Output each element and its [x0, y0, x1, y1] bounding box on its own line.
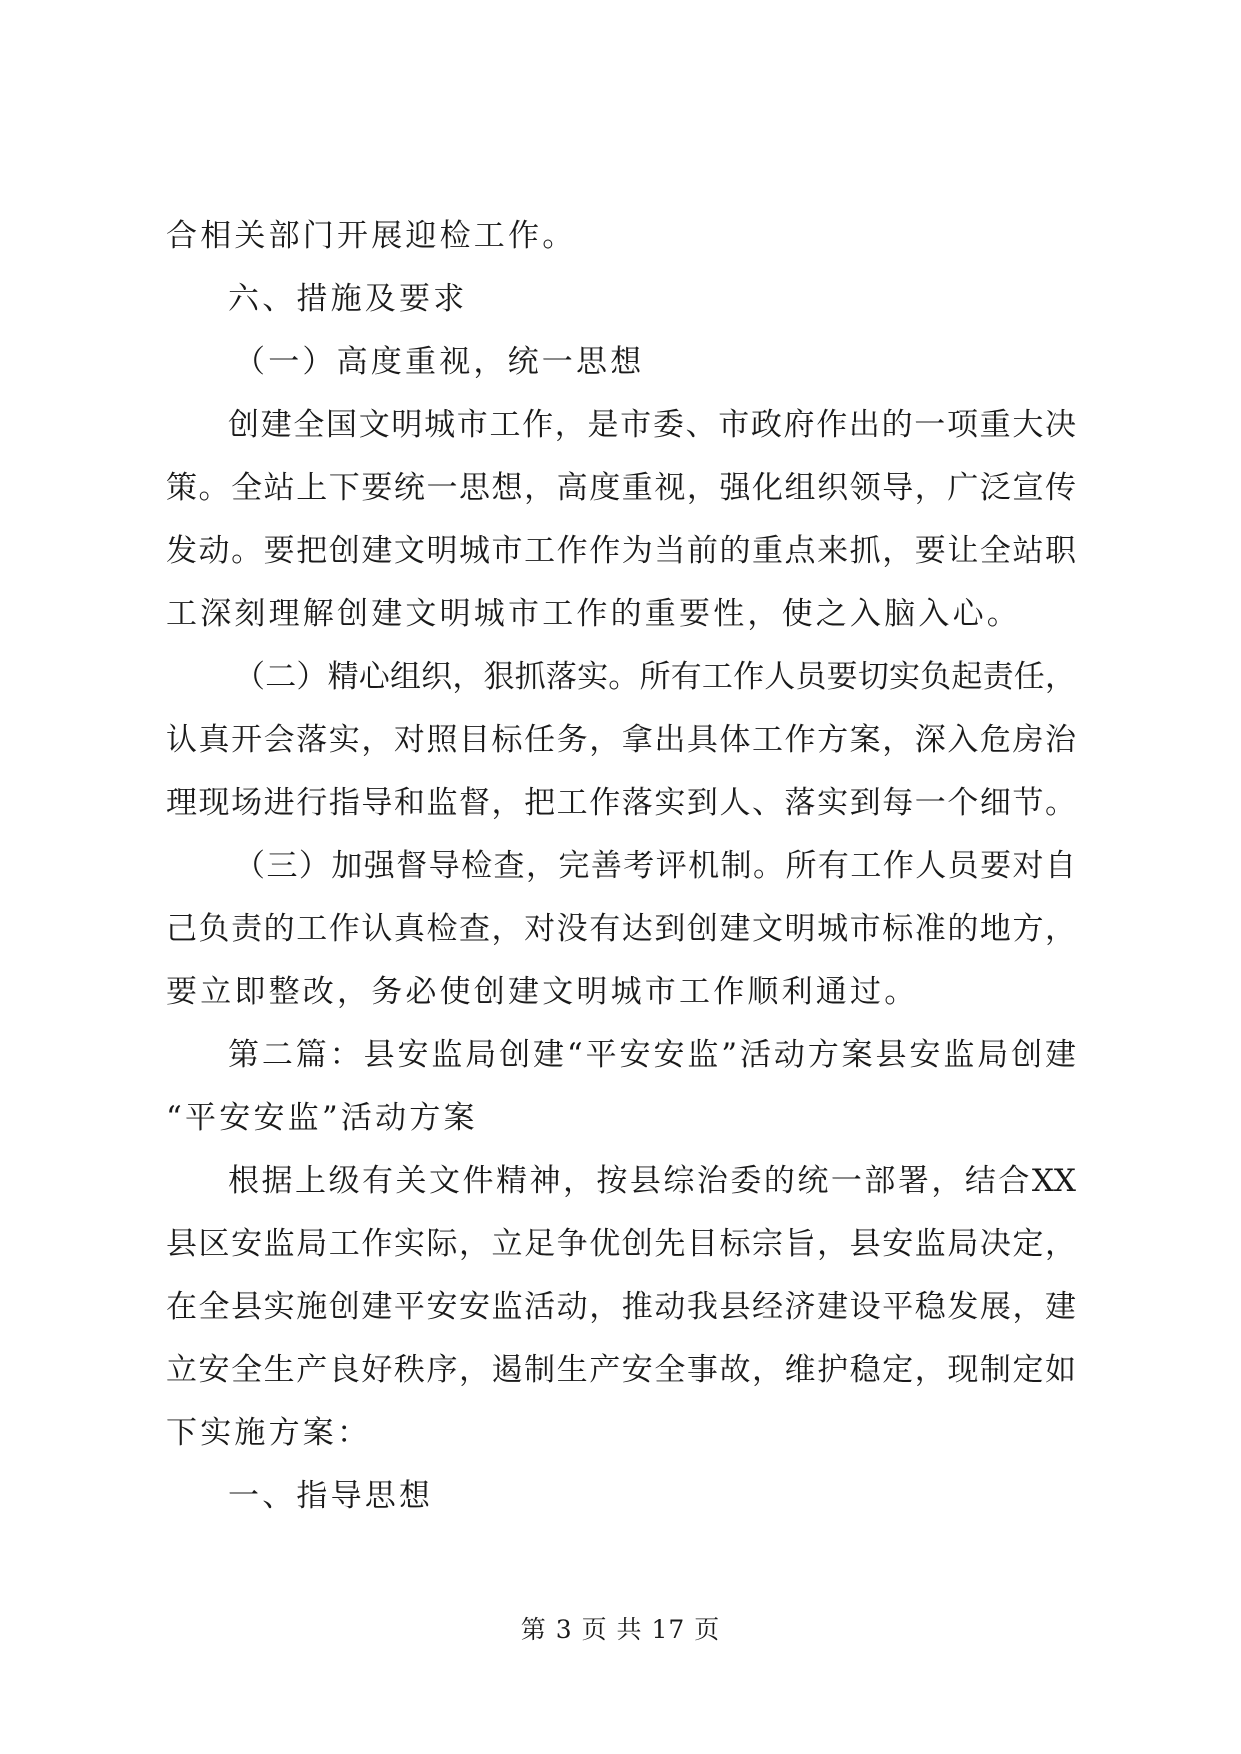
paragraph-line: 理现场进行指导和监督，把工作落实到人、落实到每一个细节。 [166, 785, 1076, 821]
paragraph-line: 策。全站上下要统一思想，高度重视，强化组织领导，广泛宣传 [166, 470, 1076, 506]
chapter-title-line: 第二篇：县安监局创建“平安安监”活动方案县安监局创建 [228, 1037, 1076, 1073]
paragraph-line: 下实施方案： [166, 1415, 372, 1451]
paragraph-line: 县区安监局工作实际，立足争优创先目标宗旨，县安监局决定， [166, 1226, 1076, 1262]
paragraph-line: 根据上级有关文件精神，按县综治委的统一部署，结合XX [228, 1163, 1076, 1199]
subsection-heading: （一）高度重视，统一思想 [234, 344, 645, 380]
paragraph-line: 认真开会落实，对照目标任务，拿出具体工作方案，深入危房治 [166, 722, 1076, 758]
paragraph-line: 创建全国文明城市工作，是市委、市政府作出的一项重大决 [228, 407, 1076, 443]
chapter-title-line: “平安安监”活动方案 [166, 1100, 478, 1136]
paragraph-line: 要立即整改，务必使创建文明城市工作顺利通过。 [166, 974, 919, 1010]
paragraph-line: 工深刻理解创建文明城市工作的重要性，使之入脑入心。 [166, 596, 1021, 632]
paragraph-line: 己负责的工作认真检查，对没有达到创建文明城市标准的地方， [166, 911, 1076, 947]
paragraph-line: 合相关部门开展迎检工作。 [166, 218, 577, 254]
paragraph-line: （二）精心组织，狠抓落实。所有工作人员要切实负起责任， [234, 659, 1076, 695]
section-heading: 六、措施及要求 [228, 281, 468, 317]
paragraph-line: （三）加强督导检查，完善考评机制。所有工作人员要对自 [234, 848, 1076, 884]
section-heading: 一、指导思想 [228, 1478, 434, 1514]
document-body [166, 205, 1076, 1528]
paragraph-line: 发动。要把创建文明城市工作作为当前的重点来抓，要让全站职 [166, 533, 1076, 569]
page-number-footer: 第 3 页 共 17 页 [520, 1615, 721, 1644]
paragraph-line: 在全县实施创建平安安监活动，推动我县经济建设平稳发展，建 [166, 1289, 1076, 1325]
paragraph-line: 立安全生产良好秩序，遏制生产安全事故，维护稳定，现制定如 [166, 1352, 1076, 1388]
